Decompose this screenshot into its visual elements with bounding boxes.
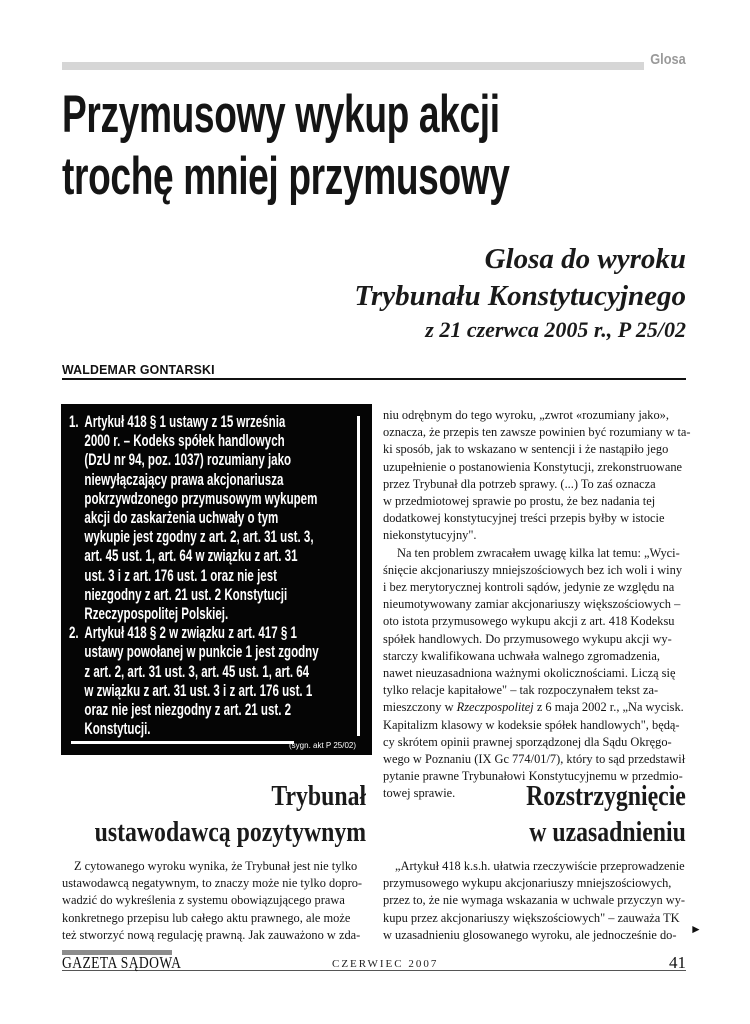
text-line: nieumotywowany zamiar akcjonariuszy większościowych –	[383, 597, 681, 612]
text-line: oto istota przymusowego wykupu akcji z art. 418 Kodeksu	[383, 614, 675, 629]
text-line: przymusowego wykupu akcjonariuszy mniejszościowych,	[383, 876, 672, 891]
thesis-line: Rzeczypospolitej Polskiej.	[84, 605, 229, 624]
text-line: cy skrótem opinii prawnej sporządzonej dla Sądu Okręgo-	[383, 734, 672, 749]
thesis-number: 2.	[69, 624, 79, 643]
right-section-text	[383, 858, 686, 944]
section-heading-left	[95, 778, 366, 850]
text-line: spółek handlowych. Do przymusowego wykupu akcji wy-	[383, 631, 672, 646]
text-line: oznacza, że przepis ten zawsze powinien być rozumiany w ta-	[383, 425, 691, 440]
heading-line: w uzasadnieniu	[529, 816, 686, 848]
heading-line: Trybunał	[271, 780, 366, 812]
publication-name: GAZETA SĄDOWA	[62, 953, 182, 972]
thesis-line: pokrzywdzonego przymusowym wykupem	[84, 489, 318, 508]
title-line: Przymusowy wykup akcji	[62, 85, 500, 144]
header-bar	[62, 62, 644, 70]
thesis-list	[69, 413, 356, 739]
thesis-line: niezgodny z art. 21 ust. 2 Konstytucji	[84, 585, 288, 604]
continue-arrow-icon: ►	[690, 922, 702, 936]
thesis-item	[69, 413, 356, 624]
thesis-box	[61, 404, 372, 755]
article-title	[62, 84, 622, 208]
text-line: Kapitalizm klasowy w kodeksie spółek handlowych", będą-	[383, 717, 680, 732]
heading-line: ustawodawcą pozytywnym	[94, 816, 366, 848]
page-number: 41	[669, 953, 686, 972]
text-line: przez Trybunał dla potrzeb sprawy. (...) To zaś oznacza	[383, 476, 656, 491]
thesis-number: 1.	[69, 413, 79, 431]
thesis-line: 2000 r. – Kodeks spółek handlowych	[84, 432, 285, 451]
heading-line: Rozstrzygnięcie	[526, 780, 686, 812]
text-line: wego w Poznaniu (IX Gc 774/01/7), który to sąd przedstawił	[383, 752, 686, 767]
text-line: wadzić do wykreślenia z systemu obowiązującego prawa	[62, 893, 345, 908]
text-line: dodatkowej konstytucyjnej treści przepis byłby w istocie	[383, 511, 665, 526]
section-heading-right	[526, 778, 686, 850]
subtitle-line: Glosa do wyroku	[484, 243, 686, 275]
thesis-line: ustawy powołanej w punkcie 1 jest zgodny	[84, 643, 319, 662]
text-line: Z cytowanego wyroku wynika, że Trybunał jest nie tylko	[74, 859, 358, 873]
text-fragment: z 6 maja 2002 r., „Na wycisk.	[533, 700, 684, 715]
text-line: Na ten problem zwracałem uwagę kilka lat temu: „Wyci-	[397, 545, 680, 560]
subtitle-line: z 21 czerwca 2005 r., P 25/02	[425, 317, 686, 342]
section-label: Glosa	[650, 51, 686, 68]
text-line: nawet nieuzasadniona ważnymi okolicznościami. Liczą się	[383, 666, 676, 681]
text-line: też stworzyć nową regulację prawną. Jak zauważono w zda-	[62, 927, 361, 942]
source-title: Rzeczpospolitej	[456, 700, 534, 715]
author-divider	[62, 378, 686, 380]
thesis-line: Artykuł 418 § 1 ustawy z 15 września	[84, 413, 286, 431]
thesis-line: Konstytucji.	[84, 720, 151, 739]
text-line: ki sposób, jak to wskazano w sentencji i że nastąpiło jego	[383, 442, 669, 457]
text-line	[383, 699, 686, 716]
text-line: w uzasadnieniu glosowanego wyroku, ale jednocześnie do-	[383, 927, 677, 942]
thesis-line: z art. 2, art. 31 ust. 3, art. 45 ust. 1, art. 64	[84, 662, 310, 681]
text-line: śnięcie akcjonariuszy mniejszościowych bez ich woli i winy	[383, 562, 683, 577]
article-subtitle	[354, 241, 686, 345]
text-line: niekonstytucyjny".	[383, 528, 477, 543]
thesis-line: art. 45 ust. 1, art. 64 w związku z art. 31	[84, 547, 298, 566]
thesis-line: w związku z art. 31 ust. 3 i z art. 176 ust. 1	[84, 681, 313, 700]
subtitle-line: Trybunału Konstytucyjnego	[354, 280, 686, 312]
thesis-item	[69, 624, 356, 739]
text-line: przez to, że nie wymaga wskazania w uchwale przyczyn wy-	[383, 893, 686, 908]
thesis-line: Artykuł 418 § 2 w związku z art. 417 § 1	[84, 624, 297, 643]
text-line: towej sprawie.	[383, 786, 456, 801]
text-line: „Artykuł 418 k.s.h. ułatwia rzeczywiście przeprowadzenie	[395, 859, 685, 873]
text-line: kupu przez akcjonariuszy większościowych" – zauważa TK	[383, 910, 680, 925]
thesis-line: niewyłączający prawa akcjonariusza	[84, 470, 284, 489]
text-line: i bez merytorycznej kontroli sądów, jedynie ze względu na	[383, 580, 675, 595]
thesis-line: (DzU nr 94, poz. 1037) rozumiany jako	[84, 451, 292, 470]
text-line: uzupełnienie o postanowienia Konstytucji, zrekonstruowane	[383, 459, 683, 474]
thesis-line: oraz nie jest niezgodny z art. 21 ust. 2	[84, 701, 292, 720]
right-column-text	[383, 407, 691, 803]
text-fragment: mieszczony w	[383, 700, 457, 715]
text-line: ustawodawcą negatywnym, to znaczy może nie tylko dopro-	[62, 876, 363, 891]
text-line: pytanie prawne Trybunałowi Konstytucyjnemu w przedmio-	[383, 769, 683, 784]
box-vertical-rule	[357, 416, 360, 736]
text-line: w przedmiotowej sprawie po prostu, że bez nadania tej	[383, 494, 656, 509]
case-reference: (sygn. akt P 25/02)	[289, 741, 356, 750]
thesis-line: ust. 3 i z art. 176 ust. 1 oraz nie jest	[84, 566, 277, 585]
author-name: WALDEMAR GONTARSKI	[62, 362, 215, 377]
text-line: niu odrębnym do tego wyroku, „zwrot «rozumiany jako»,	[383, 408, 669, 422]
text-line: tylko relacje kapitałowe" – tak rozpoczynałem tekst za-	[383, 683, 659, 698]
thesis-line: akcji do zaskarżenia uchwały o tym	[84, 509, 279, 528]
left-section-text	[62, 858, 367, 944]
box-horizontal-rule	[71, 741, 294, 744]
text-line: starczy kwalifikowana uchwała walnego zgromadzenia,	[383, 648, 660, 663]
thesis-line: wykupie jest zgodny z art. 2, art. 31 ust. 3,	[84, 528, 314, 547]
text-line: konkretnego przepisu lub całego aktu prawnego, ale może	[62, 910, 351, 925]
title-line: trochę mniej przymusowy	[62, 147, 510, 206]
issue-date: CZERWIEC 2007	[332, 958, 439, 970]
